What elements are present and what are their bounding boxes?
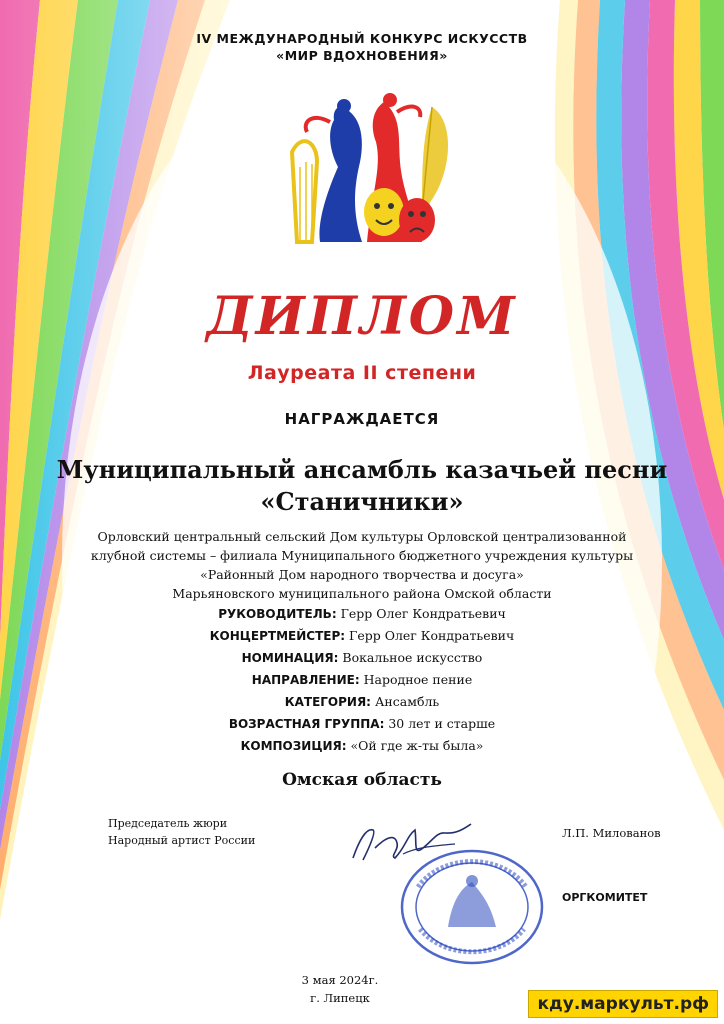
jury-chair-line-2: Народный артист России	[108, 834, 256, 847]
detail-row-director: РУКОВОДИТЕЛЬ: Герр Олег Кондратьевич	[218, 606, 506, 621]
organization-line: Орловский центральный сельский Дом культуры Орловской централизованной	[97, 529, 627, 544]
ensemble-name-line-1: Муниципальный ансамбль казачьей песни	[56, 455, 668, 484]
diploma-title: ДИПЛОМ	[206, 286, 518, 347]
organization-line: клубной системы – филиала Муниципального бюджетного учреждения культуры	[90, 548, 634, 563]
header-line-1: IV МЕЖДУНАРОДНЫЙ КОНКУРС ИСКУССТВ	[196, 31, 528, 46]
organization-line: «Районный Дом народного творчества и досуга»	[200, 567, 524, 582]
ensemble-name-line-2: «Станичники»	[260, 487, 464, 516]
details-block	[0, 603, 724, 757]
issue-city: г. Липецк	[310, 991, 370, 1005]
awarded-label: НАГРАЖДАЕТСЯ	[284, 410, 440, 428]
contest-logo-dancers-harp-masks	[272, 92, 462, 252]
official-round-stamp	[398, 847, 546, 967]
jury-chair-line-1: Председатель жюри	[108, 817, 228, 830]
header-line-2: «МИР ВДОХНОВЕНИЯ»	[276, 48, 448, 63]
org-committee-label: ОРГКОМИТЕТ	[562, 891, 648, 904]
jury-chair-title	[108, 815, 255, 849]
detail-row-direction: НАПРАВЛЕНИЕ: Народное пение	[251, 672, 473, 687]
issue-date: 3 мая 2024г.	[301, 973, 379, 987]
signer-name: Л.П. Милованов	[562, 826, 661, 840]
diploma-degree: Лауреата II степени	[247, 362, 477, 384]
organization-line: Марьяновского муниципального района Омской области	[172, 586, 552, 601]
region-label: Омская область	[282, 770, 442, 790]
website-badge: кду.маркульт.рф	[528, 990, 718, 1018]
organization-block	[0, 527, 724, 603]
detail-row-category: КАТЕГОРИЯ: Ансамбль	[284, 694, 440, 709]
detail-row-age-group: ВОЗРАСТНАЯ ГРУППА: 30 лет и старше	[228, 716, 496, 731]
contest-header	[0, 30, 724, 64]
detail-row-composition: КОМПОЗИЦИЯ: «Ой где ж-ты была»	[240, 738, 484, 753]
issue-date-and-city	[290, 971, 390, 1007]
detail-row-nomination: НОМИНАЦИЯ: Вокальное искусство	[241, 650, 483, 665]
detail-row-accompanist: КОНЦЕРТМЕЙСТЕР: Герр Олег Кондратьевич	[209, 628, 515, 643]
